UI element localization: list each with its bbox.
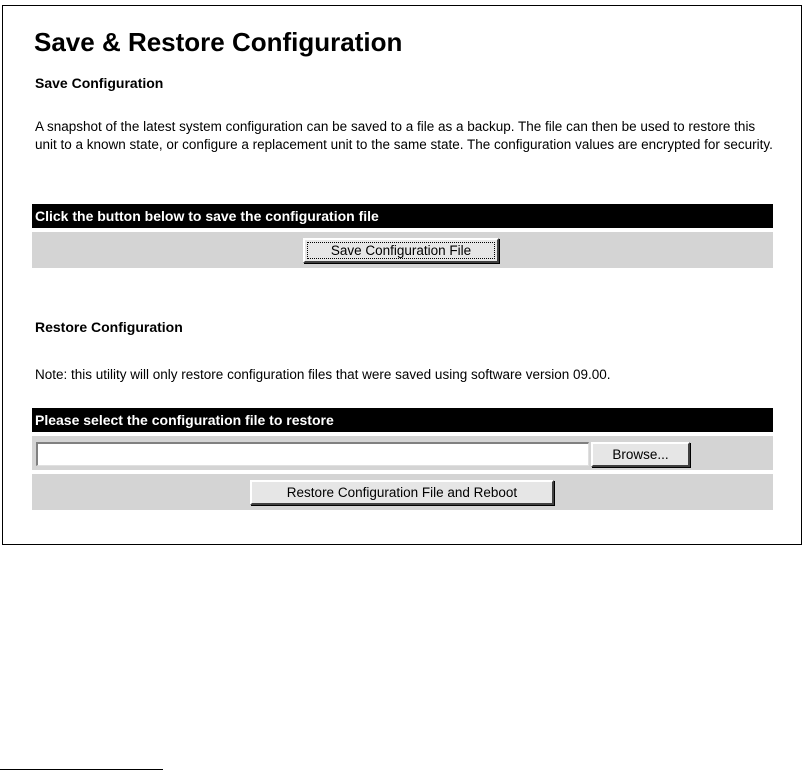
restore-version-note: Note: this utility will only restore configuration files that were saved using software version 09.00. xyxy=(35,367,611,382)
restore-and-reboot-button[interactable]: Restore Configuration File and Reboot xyxy=(250,480,554,505)
save-section-heading: Save Configuration xyxy=(35,75,164,91)
restore-instruction-bar: Please select the configuration file to restore xyxy=(32,408,773,432)
config-file-path-input[interactable] xyxy=(36,442,589,466)
save-configuration-file-button[interactable]: Save Configuration File xyxy=(303,238,499,263)
file-select-row xyxy=(32,436,773,470)
save-instruction-bar: Click the button below to save the configuration file xyxy=(32,204,773,228)
page-title: Save & Restore Configuration xyxy=(34,27,403,57)
save-button-row xyxy=(32,232,773,268)
restore-button-row xyxy=(32,474,773,510)
browse-button[interactable]: Browse... xyxy=(591,442,690,467)
restore-section-heading: Restore Configuration xyxy=(35,319,183,335)
footnote-divider xyxy=(0,769,163,770)
save-description: A snapshot of the latest system configuration can be saved to a file as a backup. The file can then be used to restore this unit to a known state, or configure a replacement unit to the same state. The configuration values are encrypted for security. xyxy=(35,119,773,152)
